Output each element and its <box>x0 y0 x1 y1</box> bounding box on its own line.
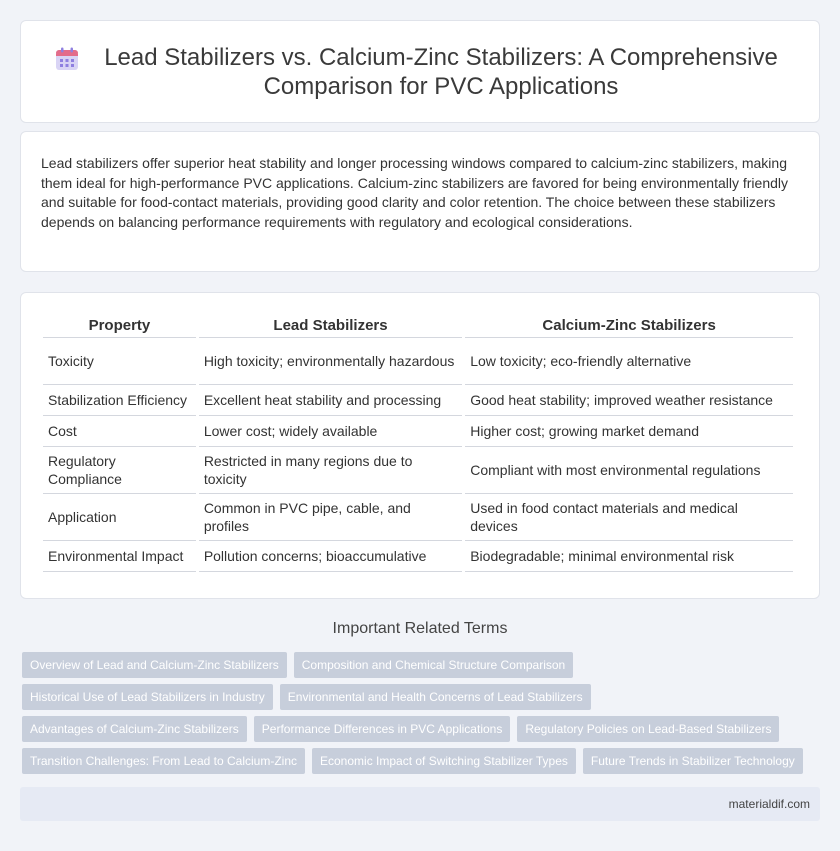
table-cell: Low toxicity; eco-friendly alternative <box>465 338 793 385</box>
related-term-tag[interactable]: Composition and Chemical Structure Comparison <box>294 652 573 678</box>
related-term-tag[interactable]: Future Trends in Stabilizer Technology <box>583 748 803 774</box>
footer-site-link[interactable]: materialdif.com <box>728 797 810 811</box>
table-cell: Biodegradable; minimal environmental risk <box>465 541 793 572</box>
table-row <box>43 541 793 572</box>
comparison-table-card <box>20 292 820 599</box>
table-header-row <box>43 313 793 338</box>
table-cell: Lower cost; widely available <box>199 416 462 447</box>
related-term-tag[interactable]: Environmental and Health Concerns of Lead Stabilizers <box>280 684 591 710</box>
related-term-tag[interactable]: Transition Challenges: From Lead to Calcium-Zinc <box>22 748 305 774</box>
tag-row <box>22 684 822 710</box>
table-cell: Regulatory Compliance <box>43 447 196 494</box>
table-cell: Stabilization Efficiency <box>43 385 196 416</box>
related-term-tag[interactable]: Overview of Lead and Calcium-Zinc Stabilizers <box>22 652 287 678</box>
table-cell: High toxicity; environmentally hazardous <box>199 338 462 385</box>
column-header-lead: Lead Stabilizers <box>199 313 462 338</box>
related-term-tag[interactable]: Historical Use of Lead Stabilizers in Industry <box>22 684 273 710</box>
summary-text: Lead stabilizers offer superior heat stability and longer processing windows compared to calcium-zinc stabilizers, making them ideal for high-performance PVC applications. Calcium-zinc stabilizers are favored for being environmentally friendly and suitable for food-contact materials, providing good clarity and color retention. The choice between these stabilizers depends on balancing performance requirements with regulatory and ecological considerations. <box>41 155 789 230</box>
table-cell: Restricted in many regions due to toxicity <box>199 447 462 494</box>
tag-row <box>22 716 822 742</box>
table-cell: Pollution concerns; bioaccumulative <box>199 541 462 572</box>
table-cell: Cost <box>43 416 196 447</box>
table-row <box>43 416 793 447</box>
table-cell: Toxicity <box>43 338 196 385</box>
table-cell: Environmental Impact <box>43 541 196 572</box>
column-header-calcium-zinc: Calcium-Zinc Stabilizers <box>465 313 793 338</box>
related-term-tag[interactable]: Advantages of Calcium-Zinc Stabilizers <box>22 716 247 742</box>
tag-row <box>22 748 822 774</box>
summary-card <box>20 131 820 272</box>
related-term-tag[interactable]: Economic Impact of Switching Stabilizer Types <box>312 748 576 774</box>
column-header-property: Property <box>43 313 196 338</box>
table-cell: Used in food contact materials and medical devices <box>465 494 793 541</box>
table-row <box>43 338 793 385</box>
table-row <box>43 385 793 416</box>
table-row <box>43 447 793 494</box>
table-cell: Common in PVC pipe, cable, and profiles <box>199 494 462 541</box>
tag-row <box>22 652 822 678</box>
table-row <box>43 494 793 541</box>
table-cell: Higher cost; growing market demand <box>465 416 793 447</box>
footer <box>20 787 820 821</box>
table-cell: Good heat stability; improved weather resistance <box>465 385 793 416</box>
table-cell: Compliant with most environmental regulations <box>465 447 793 494</box>
header-card <box>20 20 820 123</box>
calendar-icon <box>54 46 80 72</box>
table-cell: Application <box>43 494 196 541</box>
related-term-tag[interactable]: Performance Differences in PVC Applications <box>254 716 511 742</box>
page-title: Lead Stabilizers vs. Calcium-Zinc Stabilizers: A Comprehensive Comparison for PVC Applications <box>104 43 778 100</box>
related-term-tag[interactable]: Regulatory Policies on Lead-Based Stabilizers <box>517 716 779 742</box>
comparison-table <box>40 313 796 572</box>
related-terms-list <box>22 652 822 780</box>
table-cell: Excellent heat stability and processing <box>199 385 462 416</box>
related-terms-heading: Important Related Terms <box>332 620 508 637</box>
